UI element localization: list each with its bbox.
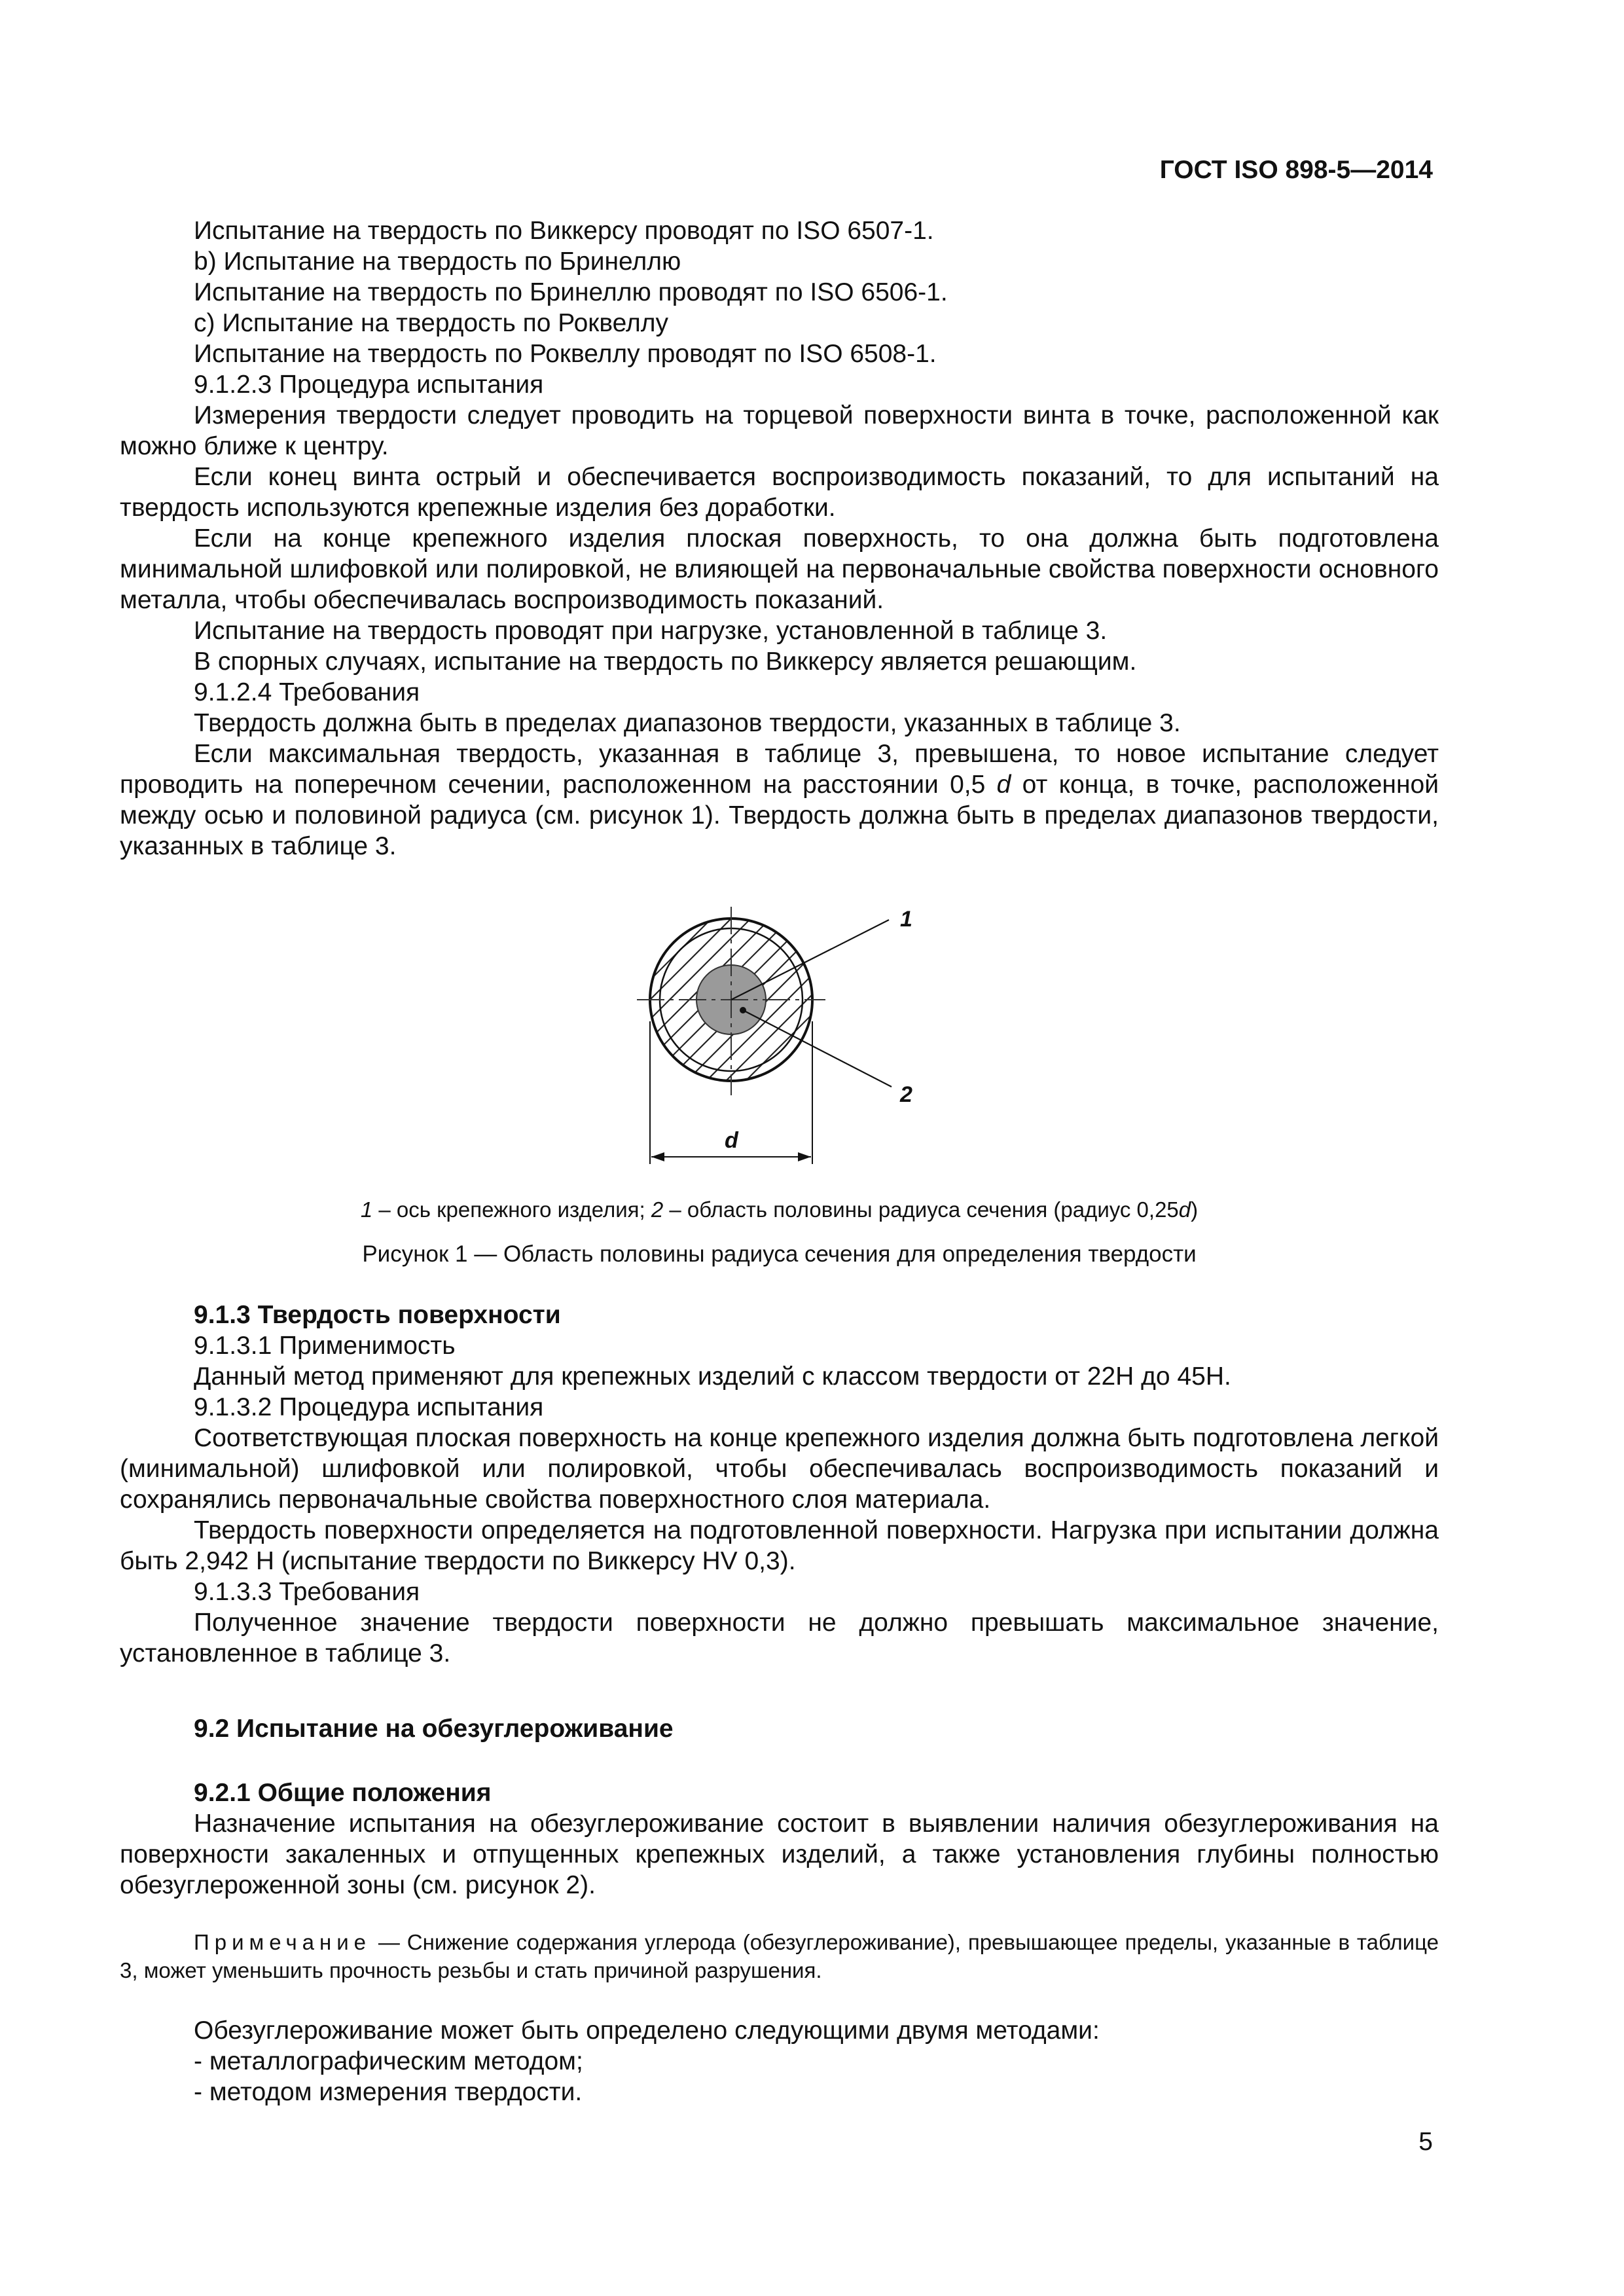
note-text: — Снижение содержания углерода (обезуглероживание), превышающее пределы, указанные в таблице 3, может уменьшить прочность резьбы и стать причиной разрушения.: [120, 1930, 1439, 1982]
list-item: - методом измерения твердости.: [194, 2078, 583, 2106]
dimension-arrow-left: [651, 1152, 664, 1161]
paragraph: Испытание на твердость по Бринеллю проводят по ISO 6506-1.: [194, 278, 948, 306]
paragraph: Соответствующая плоская поверхность на конце крепежного изделия должна быть подготовлена легкой (минимальной) шлифовкой или полировкой, чтобы обеспечивалась воспроизводимость показаний и сохранялись первоначальные свойства поверхностного слоя материала.: [120, 1424, 1439, 1514]
paragraph: Обезуглероживание может быть определено следующими двумя методами:: [194, 2016, 1100, 2045]
text-run-italic: d: [996, 771, 1011, 799]
legend-text-1: – ось крепежного изделия;: [372, 1197, 651, 1222]
figure-legend: [120, 1197, 1439, 1223]
label-2: 2: [900, 1082, 912, 1107]
text-block-hardness: [120, 215, 1439, 862]
legend-end: ): [1191, 1197, 1199, 1222]
section-9-1-3: [120, 1300, 1439, 1669]
paragraph: Испытание на твердость по Виккерсу проводят по ISO 6507-1.: [194, 217, 934, 245]
label-d: d: [725, 1128, 738, 1153]
figure-caption: Рисунок 1 — Область половины радиуса сечения для определения твердости: [362, 1241, 1197, 1267]
section-heading-9-1-3-1: 9.1.3.1 Применимость: [194, 1332, 456, 1360]
text-run: от конца, в точке, расположенной между осью и половиной радиуса (см. рисунок 1). Твердость должна быть в пределах диапазонов твердости, указанных в таблице 3.: [120, 771, 1439, 860]
text-run: Если максимальная твердость, указанная в таблице 3, превышена, то новое испытание следует проводить на поперечном сечении, расположенном на расстоянии 0,5: [120, 740, 1439, 799]
note-label: Примечание: [194, 1930, 372, 1954]
figure-1-cross-section: [635, 890, 949, 1185]
paragraph: Если конец винта острый и обеспечивается воспроизводимость показаний, то для испытаний на твердость используются крепежные изделия без доработки.: [120, 463, 1439, 522]
note: [120, 1928, 1439, 1984]
label-1: 1: [900, 907, 912, 932]
paragraph: Твердость поверхности определяется на подготовленной поверхности. Нагрузка при испытании должна быть 2,942 Н (испытание твердости по Виккерсу HV 0,3).: [120, 1516, 1439, 1575]
paragraph: Твердость должна быть в пределах диапазонов твердости, указанных в таблице 3.: [194, 709, 1181, 737]
paragraph: Назначение испытания на обезуглероживание состоит в выявлении наличия обезуглероживания на поверхности закаленных и отпущенных крепежных изделий, а также установления глубины полностью обезуглероженной зоны (см. рисунок 2).: [120, 1810, 1439, 1899]
section-heading-9-1-3: 9.1.3 Твердость поверхности: [194, 1301, 561, 1329]
paragraph: В спорных случаях, испытание на твердость по Виккерсу является решающим.: [194, 647, 1137, 676]
section-heading-9-2-1: 9.2.1 Общие положения: [194, 1779, 492, 1807]
page-number: 5: [1418, 2128, 1433, 2156]
section-heading-9-2: 9.2 Испытание на обезуглероживание: [194, 1715, 674, 1743]
section-heading-9-1-2-3: 9.1.2.3 Процедура испытания: [194, 371, 544, 399]
section-heading-9-1-3-2: 9.1.3.2 Процедура испытания: [194, 1393, 544, 1421]
dimension-arrow-right: [798, 1152, 811, 1161]
note-block: [120, 1928, 1439, 1984]
section-heading-9-1-2-4: 9.1.2.4 Требования: [194, 678, 420, 706]
paragraph: Данный метод применяют для крепежных изделий с классом твердости от 22H до 45H.: [194, 1362, 1231, 1391]
paragraph: Измерения твердости следует проводить на торцевой поверхности винта в точке, расположенной как можно ближе к центру.: [120, 401, 1439, 460]
legend-d: d: [1178, 1197, 1191, 1222]
legend-text-2: – область половины радиуса сечения (радиус 0,25: [663, 1197, 1179, 1222]
cross-section-diagram: [635, 890, 949, 1185]
section-heading-9-1-3-3: 9.1.3.3 Требования: [194, 1578, 420, 1606]
paragraph: Полученное значение твердости поверхности не должно превышать максимальное значение, установленное в таблице 3.: [120, 1609, 1439, 1667]
methods-block: [120, 2015, 1439, 2107]
legend-num-2: 2: [651, 1197, 664, 1222]
paragraph: Если на конце крепежного изделия плоская поверхность, то она должна быть подготовлена минимальной шлифовкой или полировкой, не влияющей на первоначальные свойства поверхности основного металла, чтобы обеспечивалась воспроизводимость показаний.: [120, 524, 1439, 614]
section-9-2: [120, 1713, 1439, 1744]
paragraph: Испытание на твердость проводят при нагрузке, установленной в таблице 3.: [194, 617, 1108, 645]
list-item: - металлографическим методом;: [194, 2047, 583, 2075]
document-header: ГОСТ ISO 898-5—2014: [1159, 156, 1433, 184]
paragraph: Испытание на твердость по Роквеллу проводят по ISO 6508-1.: [194, 340, 937, 368]
paragraph-max-hardness: [120, 738, 1439, 862]
leader-line-2: [743, 1010, 892, 1087]
paragraph: c) Испытание на твердость по Роквеллу: [194, 309, 669, 337]
section-9-2-1: [120, 1777, 1439, 1901]
legend-num-1: 1: [360, 1197, 373, 1222]
paragraph: b) Испытание на твердость по Бринеллю: [194, 247, 681, 276]
